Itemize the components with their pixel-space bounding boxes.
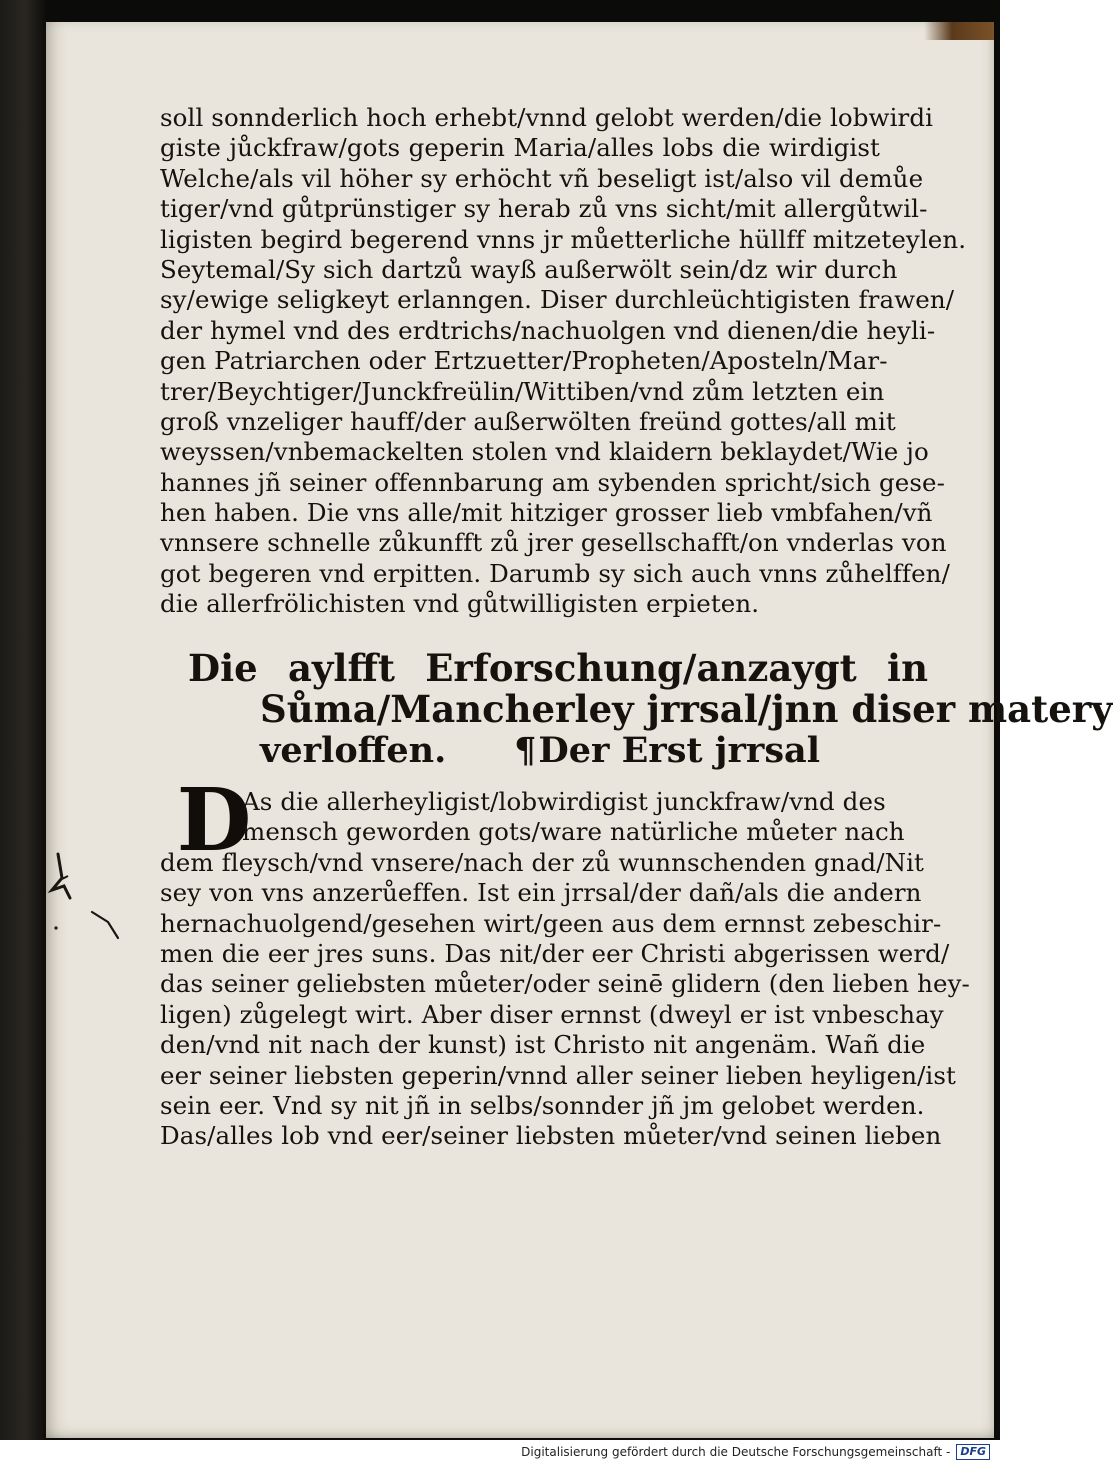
- text-line: gen Patriarchen oder Ertzuetter/Propheten/Aposteln/Mar-: [160, 346, 888, 376]
- text-line: sy/ewige seligkeyt erlanngen. Diser durchleüchtigisten frawen/: [160, 285, 955, 315]
- text-line: ligisten begird begerend vnns jr můetterliche hüllff mitzeteylen.: [160, 224, 967, 254]
- text-line: Welche/als vil höher sy erhöcht vñ beseligt ist/also vil demůe: [160, 163, 924, 193]
- text-line: der hymel vnd des erdtrichs/nachuolgen vnd dienen/die heyli-: [160, 315, 936, 345]
- text-line: hen haben. Die vns alle/mit hitziger grosser lieb vmbfahen/vñ: [160, 498, 933, 528]
- paragraph-mark: ¶: [514, 730, 537, 771]
- text-line: ligen) zůgelegt wirt. Aber diser ernnst (dweyl er ist vnbeschay: [160, 999, 944, 1029]
- drop-cap-initial: D: [176, 770, 252, 871]
- text-line: das seiner geliebsten můeter/oder seinē glidern (den lieben hey-: [160, 969, 970, 999]
- text-line: den/vnd nit nach der kunst) ist Christo nit angenäm. Wañ die: [160, 1030, 926, 1060]
- body-text-block-2: [160, 787, 970, 1152]
- section-subheading: [514, 730, 820, 771]
- text-line: soll sonnderlich hoch erhebt/vnnd gelobt werden/die lobwirdi: [160, 103, 934, 132]
- text-line: giste jůckfraw/gots geperin Maria/alles lobs die wirdigist: [160, 133, 880, 163]
- funding-credit: Digitalisierung gefördert durch die Deutsche Forschungsgemeinschaft -: [521, 1445, 951, 1459]
- digitization-footer: [0, 1440, 1000, 1464]
- text-line: tiger/vnd gůtprünstiger sy herab zů vns sicht/mit allergůtwil-: [160, 194, 928, 224]
- text-line: Das/alles lob vnd eer/seiner liebsten můeter/vnd seinen lieben: [160, 1121, 942, 1151]
- text-line: weyssen/vnbemackelten stolen vnd klaidern beklaydet/Wie jo: [160, 437, 929, 467]
- text-line: hannes jñ seiner offennbarung am sybenden spricht/sich gese-: [160, 467, 946, 497]
- text-line: As die allerheyligist/lobwirdigist junckfraw/vnd des: [242, 787, 886, 816]
- subheading-text: Der Erst jrrsal: [538, 730, 820, 771]
- text-line: die allerfrölichisten vnd gůtwilligisten erpieten.: [160, 589, 760, 619]
- heading-fragment: verloffen.: [260, 730, 447, 771]
- text-line: got begeren vnd erpitten. Darumb sy sich auch vnns zůhelffen/: [160, 558, 950, 588]
- text-line: sey von vns anzerůeffen. Ist ein jrrsal/der dañ/als die andern: [160, 878, 922, 908]
- text-line: mensch geworden gots/ware natürliche můeter nach: [242, 817, 905, 847]
- heading-line: Die aylfft Erforschung/anzaygt in: [188, 646, 928, 690]
- text-line: groß vnzeliger hauff/der außerwölten freünd gottes/all mit: [160, 406, 896, 436]
- page-corner-stain: [924, 22, 994, 40]
- dfg-logo: DFG: [956, 1444, 990, 1460]
- marginal-annotation-mark: [46, 850, 126, 950]
- body-text-block: [160, 103, 967, 620]
- text-line: vnnsere schnelle zůkunfft zů jrer gesellschafft/on vnderlas von: [160, 528, 947, 558]
- book-binding-edge: [0, 0, 46, 1440]
- text-line: dem fleysch/vnd vnsere/nach der zů wunnschenden gnad/Nit: [160, 847, 924, 877]
- heading-line: Sůma/Mancherley jrrsal/jnn diser matery: [260, 687, 1113, 731]
- text-line: Seytemal/Sy sich dartzů wayß außerwölt sein/dz wir durch: [160, 254, 898, 284]
- chapter-heading: [188, 646, 1113, 771]
- text-line: hernachuolgend/gesehen wirt/geen aus dem ernnst zebeschir-: [160, 908, 942, 938]
- text-line: men die eer jres suns. Das nit/der eer Christi abgerissen werd/: [160, 938, 950, 968]
- heading-line: [188, 730, 820, 771]
- text-line: trer/Beychtiger/Junckfreülin/Wittiben/vnd zům letzten ein: [160, 376, 885, 406]
- text-line: sein eer. Vnd sy nit jñ in selbs/sonnder jñ jm gelobet werden.: [160, 1090, 925, 1120]
- text-line: eer seiner liebsten geperin/vnnd aller seiner lieben heyligen/ist: [160, 1060, 956, 1090]
